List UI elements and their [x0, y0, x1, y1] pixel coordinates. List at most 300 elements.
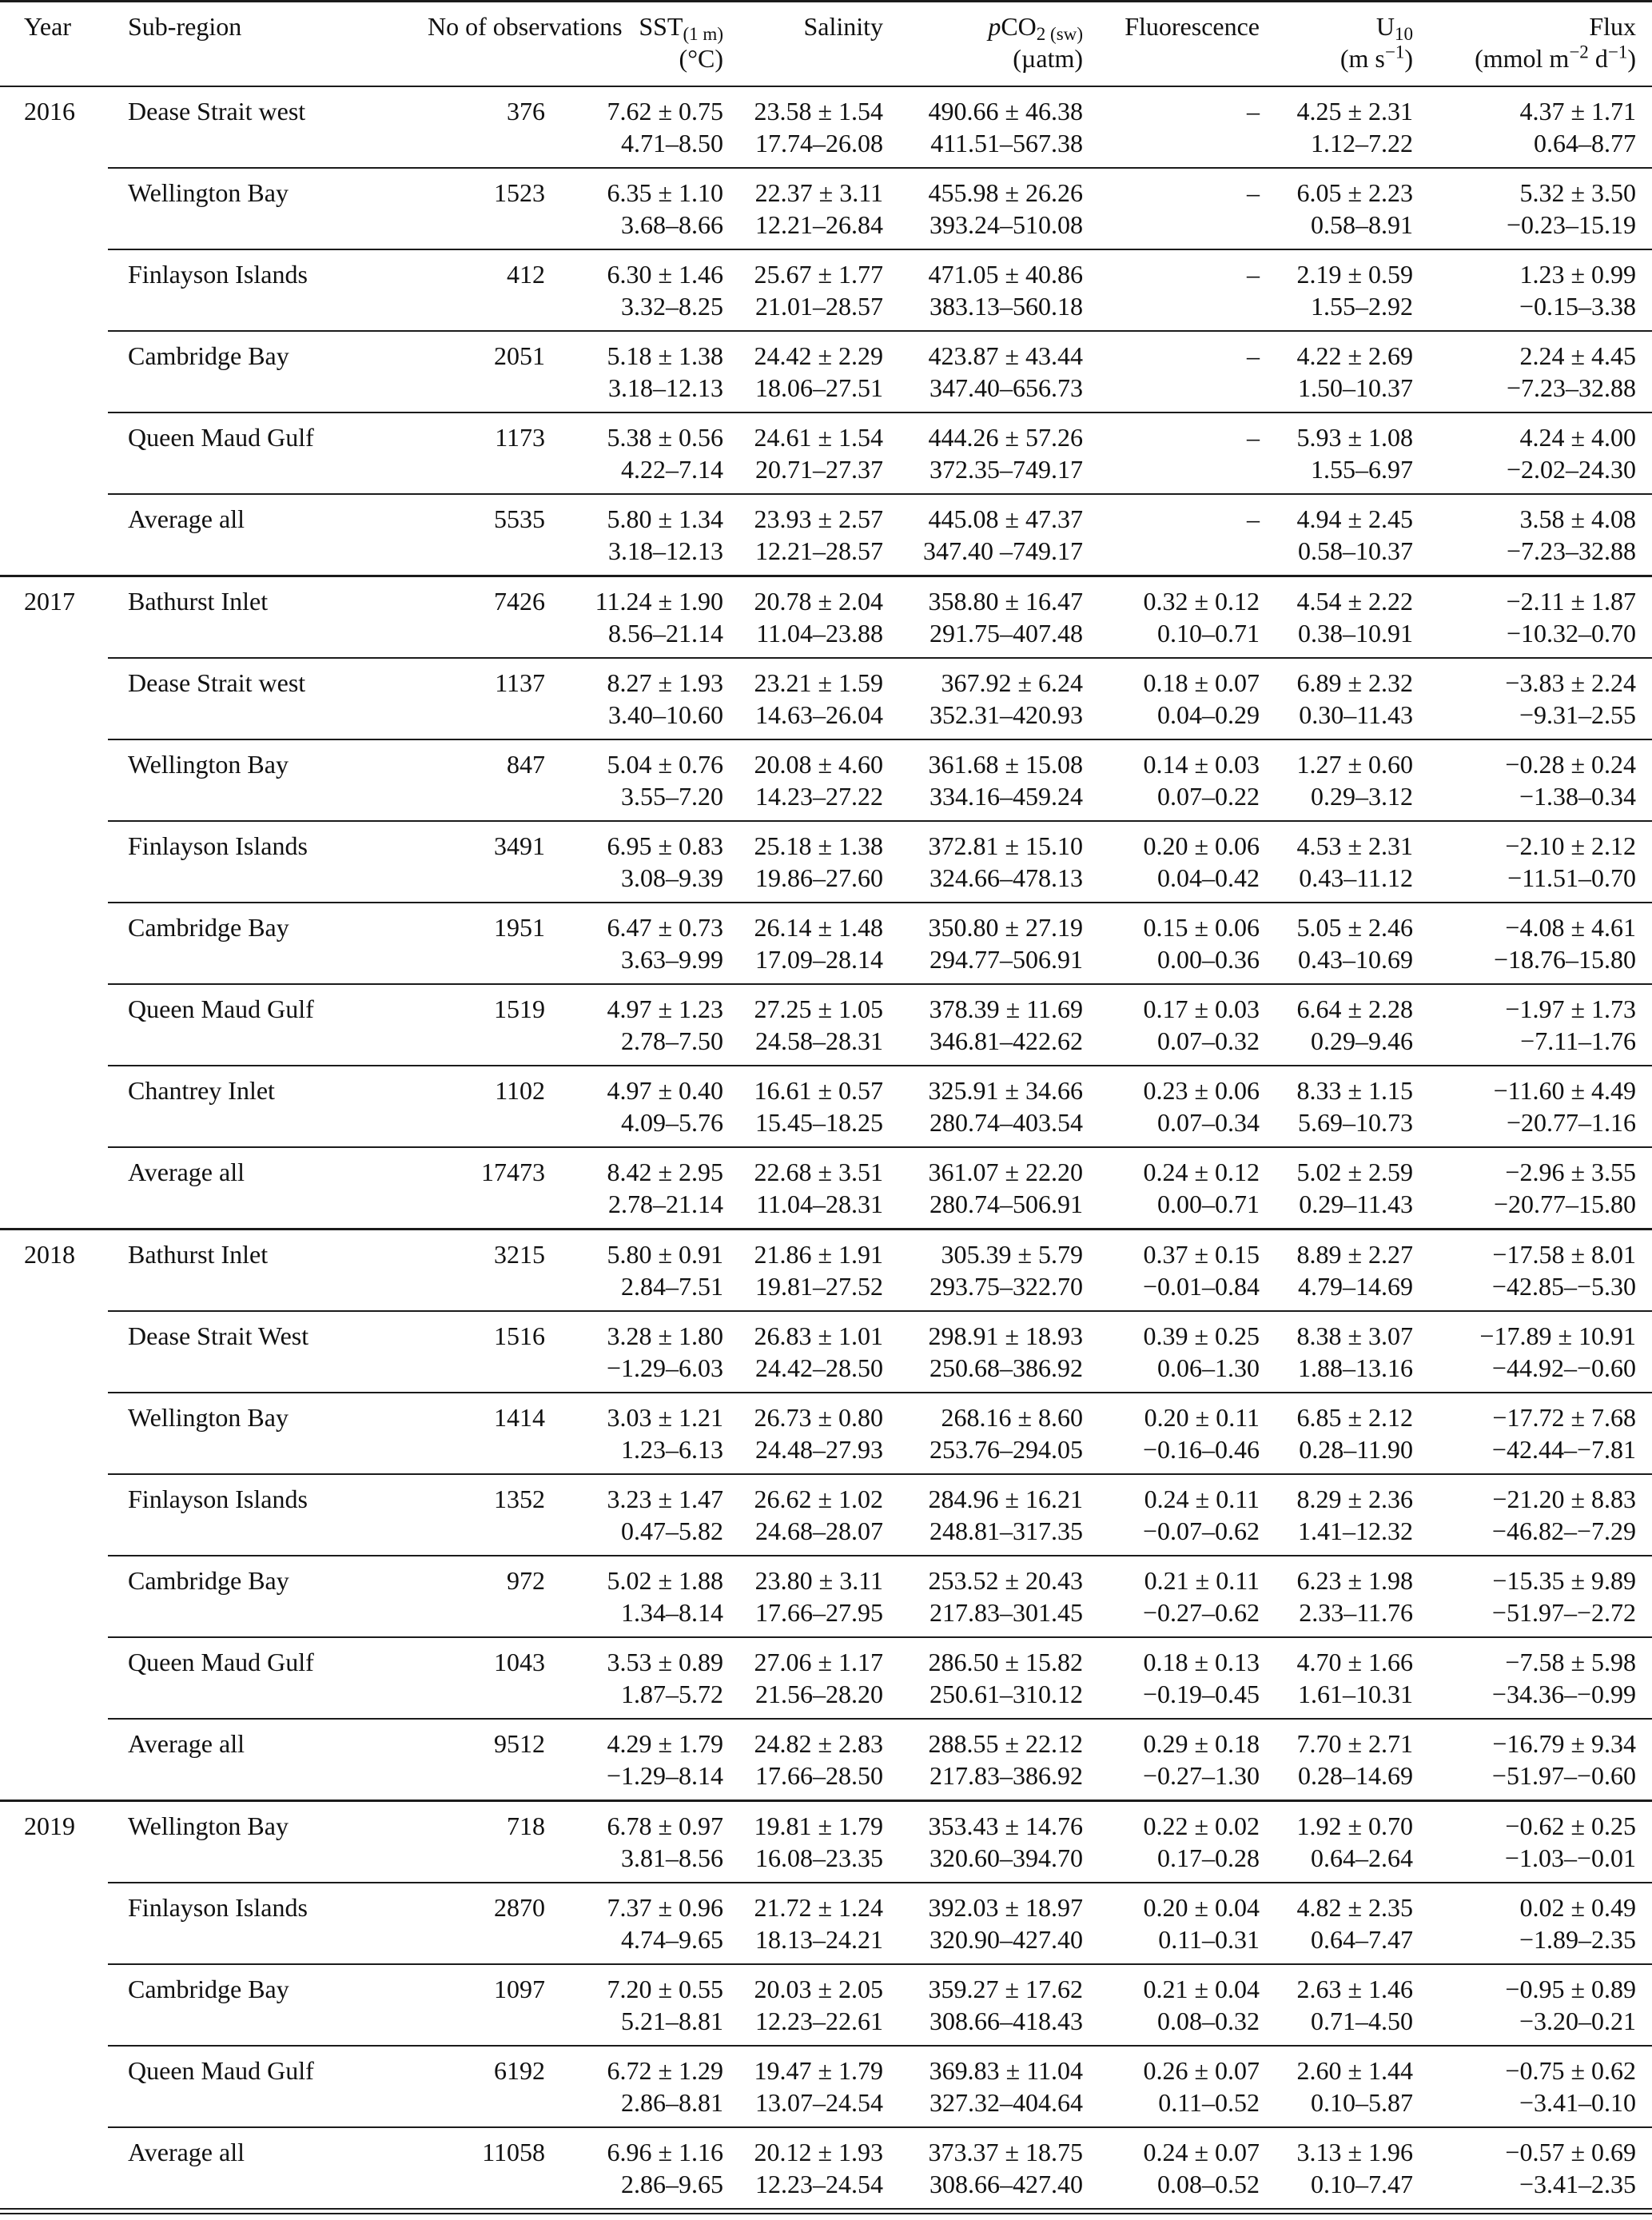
sst-cell-line2: 2.84–7.51: [621, 1272, 723, 1301]
fluorescence-cell-line1: 0.22 ± 0.02: [1143, 1811, 1260, 1840]
flux-cell-line1: −0.28 ± 0.24: [1505, 750, 1636, 779]
fluorescence-cell-line2: 0.17–0.28: [1157, 1843, 1260, 1872]
salinity-cell: [723, 1637, 883, 1719]
table-row: [0, 2127, 1652, 2209]
salinity-cell-line1: 16.61 ± 0.57: [754, 1076, 883, 1105]
subregion-cell-line1: Finlayson Islands: [128, 260, 308, 289]
sst-cell: [545, 2046, 723, 2127]
flux-unit-exponent-2: −1: [1607, 41, 1628, 62]
flux-cell-line2: −46.82–−7.29: [1491, 1517, 1636, 1545]
u10-cell-line2: 0.30–11.43: [1299, 700, 1413, 729]
year-cell: [0, 1719, 108, 1801]
u10-cell-line2: 1.50–10.37: [1298, 373, 1413, 402]
u10-cell-line2: 0.10–7.47: [1311, 2170, 1413, 2198]
fluorescence-cell-line1: 0.37 ± 0.15: [1143, 1240, 1260, 1269]
flux-cell-line2: −42.44–−7.81: [1491, 1435, 1636, 1464]
pco2-cell-line1: 423.87 ± 43.44: [928, 341, 1083, 370]
salinity-cell-line2: 14.23–27.22: [755, 782, 883, 811]
year-cell: [0, 249, 108, 331]
observations-cell-line1: 1352: [494, 1485, 545, 1513]
u10-cell: [1260, 1556, 1413, 1637]
pco2-cell-line2: 250.61–310.12: [929, 1680, 1083, 1708]
sst-cell: [545, 658, 723, 739]
col-header-year: [0, 2, 108, 87]
flux-cell: [1413, 1883, 1652, 1964]
salinity-cell-line2: 24.48–27.93: [755, 1435, 883, 1464]
flux-cell-line1: −1.97 ± 1.73: [1505, 994, 1636, 1023]
col-header-fluorescence: [1083, 2, 1260, 87]
observations-cell-line1: 2051: [494, 341, 545, 370]
u10-cell-line1: 2.63 ± 1.46: [1296, 1975, 1413, 2003]
sst-cell-line1: 3.23 ± 1.47: [607, 1485, 723, 1513]
salinity-cell: [723, 1883, 883, 1964]
u10-cell-line2: 0.71–4.50: [1311, 2007, 1413, 2035]
salinity-cell-line2: 24.58–28.31: [755, 1026, 883, 1055]
observations-cell: [428, 658, 545, 739]
salinity-cell-line1: 24.42 ± 2.29: [754, 341, 883, 370]
fluorescence-cell: [1083, 331, 1260, 413]
fluorescence-cell-line1: 0.15 ± 0.06: [1143, 913, 1260, 942]
subregion-cell-line1: Finlayson Islands: [128, 831, 308, 860]
observations-cell: [428, 984, 545, 1066]
pco2-cell-line2: 308.66–418.43: [929, 2007, 1083, 2035]
sst-cell-line2: 1.23–6.13: [621, 1435, 723, 1464]
salinity-cell-line1: 23.80 ± 3.11: [754, 1566, 883, 1595]
year-cell: [0, 658, 108, 739]
subregion-header-label: Sub-region: [128, 12, 242, 41]
fluorescence-cell-line1: 0.39 ± 0.25: [1143, 1321, 1260, 1350]
observations-cell-line1: 718: [507, 1811, 545, 1840]
fluorescence-cell-line2: −0.16–0.46: [1142, 1435, 1260, 1464]
sst-cell-line2: 3.81–8.56: [621, 1843, 723, 1872]
pco2-unit-label: (µatm): [1013, 44, 1083, 73]
flux-cell: [1413, 903, 1652, 984]
pco2-cell: [883, 86, 1083, 168]
observations-cell: [428, 1066, 545, 1147]
fluorescence-cell-line2: 0.04–0.29: [1157, 700, 1260, 729]
flux-cell-line1: −2.10 ± 2.12: [1505, 831, 1636, 860]
year-cell: [0, 576, 108, 659]
sst-cell-line2: 3.55–7.20: [621, 782, 723, 811]
sst-cell-line1: 3.53 ± 0.89: [607, 1648, 723, 1676]
observations-cell: [428, 1147, 545, 1230]
flux-cell: [1413, 1147, 1652, 1230]
observations-cell: [428, 86, 545, 168]
subregion-cell-line1: Average all: [128, 1158, 245, 1186]
salinity-cell-line2: 14.63–26.04: [755, 700, 883, 729]
year-cell-line1: 2019: [24, 1811, 75, 1840]
subregion-cell: [108, 1719, 428, 1801]
u10-cell-line2: 0.38–10.91: [1298, 619, 1413, 648]
pco2-cell: [883, 903, 1083, 984]
pco2-cell: [883, 494, 1083, 576]
fluorescence-cell: [1083, 1964, 1260, 2046]
fluorescence-cell-line2: 0.07–0.22: [1157, 782, 1260, 811]
salinity-cell-line1: 20.78 ± 2.04: [754, 587, 883, 616]
pco2-cell-line2: 293.75–322.70: [929, 1272, 1083, 1301]
table-row: [0, 1719, 1652, 1801]
subregion-cell: [108, 494, 428, 576]
salinity-cell: [723, 658, 883, 739]
flux-cell-line2: −42.85–−5.30: [1491, 1272, 1636, 1301]
subregion-cell-line1: Average all: [128, 1729, 245, 1758]
sst-cell-line2: 3.40–10.60: [608, 700, 723, 729]
u10-cell-line2: 0.29–9.46: [1311, 1026, 1413, 1055]
observations-cell: [428, 1556, 545, 1637]
salinity-cell: [723, 1393, 883, 1474]
pco2-cell-line2: 280.74–506.91: [929, 1190, 1083, 1218]
subregion-cell-line1: Average all: [128, 504, 245, 533]
sst-cell: [545, 1719, 723, 1801]
year-cell: [0, 1964, 108, 2046]
pco2-cell-line1: 361.07 ± 22.20: [928, 1158, 1083, 1186]
u10-cell: [1260, 331, 1413, 413]
subregion-cell-line1: Wellington Bay: [128, 1811, 289, 1840]
sst-cell: [545, 86, 723, 168]
fluorescence-cell-line1: 0.20 ± 0.04: [1143, 1893, 1260, 1922]
salinity-cell: [723, 331, 883, 413]
pco2-cell-line2: 248.81–317.35: [929, 1517, 1083, 1545]
fluorescence-cell: [1083, 413, 1260, 494]
flux-unit-pre: (mmol m: [1475, 44, 1570, 73]
u10-cell-line1: 4.54 ± 2.22: [1296, 587, 1413, 616]
fluorescence-cell-line1: 0.24 ± 0.07: [1143, 2138, 1260, 2166]
pco2-cell-line1: 445.08 ± 47.37: [928, 504, 1083, 533]
flux-cell-line1: 2.24 ± 4.45: [1519, 341, 1636, 370]
fluorescence-cell-line2: 0.07–0.34: [1157, 1108, 1260, 1137]
u10-cell-line2: 0.64–2.64: [1311, 1843, 1413, 1872]
pco2-cell-line1: 359.27 ± 17.62: [928, 1975, 1083, 2003]
pco2-cell: [883, 331, 1083, 413]
col-header-salinity: [723, 2, 883, 87]
sst-cell-line2: −1.29–6.03: [606, 1353, 723, 1382]
u10-cell: [1260, 2127, 1413, 2209]
year-cell: [0, 984, 108, 1066]
observations-cell: [428, 1883, 545, 1964]
sst-cell-line2: 2.86–9.65: [621, 2170, 723, 2198]
sst-cell: [545, 494, 723, 576]
sst-depth-subscript: (1 m): [683, 22, 723, 44]
sst-cell: [545, 1230, 723, 1312]
fluorescence-cell: [1083, 2046, 1260, 2127]
subregion-cell-line1: Average all: [128, 2138, 245, 2166]
pco2-cell-line1: 288.55 ± 22.12: [928, 1729, 1083, 1758]
sst-cell: [545, 1883, 723, 1964]
salinity-cell-line1: 20.08 ± 4.60: [754, 750, 883, 779]
pco2-cell: [883, 1066, 1083, 1147]
flux-cell-line1: 5.32 ± 3.50: [1519, 178, 1636, 207]
u10-cell: [1260, 1230, 1413, 1312]
fluorescence-cell-line2: −0.19–0.45: [1142, 1680, 1260, 1708]
pco2-cell-line1: 353.43 ± 14.76: [928, 1811, 1083, 1840]
subregion-cell-line1: Cambridge Bay: [128, 1566, 289, 1595]
u10-cell-line2: 0.58–8.91: [1311, 210, 1413, 239]
flux-cell: [1413, 658, 1652, 739]
sst-cell: [545, 1801, 723, 1883]
fluorescence-cell-line1: –: [1247, 260, 1260, 289]
pco2-cell: [883, 1637, 1083, 1719]
fluorescence-cell-line1: 0.29 ± 0.18: [1143, 1729, 1260, 1758]
u10-cell: [1260, 2046, 1413, 2127]
year-cell: [0, 1801, 108, 1883]
pco2-cell-line1: 284.96 ± 16.21: [928, 1485, 1083, 1513]
salinity-cell-line2: 19.81–27.52: [755, 1272, 883, 1301]
salinity-cell: [723, 1311, 883, 1393]
flux-header-label: Flux: [1589, 12, 1636, 41]
subregion-cell: [108, 2046, 428, 2127]
observations-cell-line1: 9512: [494, 1729, 545, 1758]
col-header-subregion: [108, 2, 428, 87]
fluorescence-cell: [1083, 1474, 1260, 1556]
salinity-cell-line1: 23.21 ± 1.59: [754, 668, 883, 697]
subregion-cell-line1: Chantrey Inlet: [128, 1076, 275, 1105]
salinity-cell: [723, 903, 883, 984]
salinity-cell-line1: 25.67 ± 1.77: [754, 260, 883, 289]
u10-cell-line1: 1.27 ± 0.60: [1296, 750, 1413, 779]
fluorescence-cell-line1: 0.20 ± 0.11: [1144, 1403, 1260, 1432]
year-cell: [0, 413, 108, 494]
observations-cell-line1: 1137: [495, 668, 545, 697]
table-row: [0, 1637, 1652, 1719]
fluorescence-cell: [1083, 1230, 1260, 1312]
sst-cell-line2: 3.08–9.39: [621, 863, 723, 892]
salinity-cell: [723, 249, 883, 331]
subregion-cell: [108, 576, 428, 659]
pco2-header-label: [883, 10, 1083, 42]
sst-cell-line1: 4.97 ± 1.23: [607, 994, 723, 1023]
u10-cell-line2: 0.29–11.43: [1299, 1190, 1413, 1218]
col-header-observations: [428, 2, 623, 87]
pco2-cell: [883, 576, 1083, 659]
salinity-cell-line2: 24.42–28.50: [755, 1353, 883, 1382]
u10-cell-line1: 6.85 ± 2.12: [1296, 1403, 1413, 1432]
table-row: [0, 1230, 1652, 1312]
sst-cell-line1: 6.95 ± 0.83: [607, 831, 723, 860]
sst-cell-line1: 5.18 ± 1.38: [607, 341, 723, 370]
flux-cell: [1413, 413, 1652, 494]
fluorescence-cell-line2: −0.01–0.84: [1142, 1272, 1260, 1301]
u10-cell-line2: 2.33–11.76: [1299, 1598, 1413, 1627]
salinity-cell-line2: 17.09–28.14: [755, 945, 883, 974]
fluorescence-cell-line2: 0.10–0.71: [1157, 619, 1260, 648]
observations-cell: [428, 1719, 545, 1801]
pco2-cell-line2: 346.81–422.62: [929, 1026, 1083, 1055]
u10-cell: [1260, 1801, 1413, 1883]
u10-cell-line1: 8.89 ± 2.27: [1296, 1240, 1413, 1269]
observations-header-label: No of observations: [428, 12, 623, 41]
flux-cell-line2: −10.32–0.70: [1506, 619, 1636, 648]
flux-cell-line2: −3.41–0.10: [1519, 2088, 1636, 2117]
subregion-cell-line1: Wellington Bay: [128, 750, 289, 779]
fluorescence-cell-line2: 0.00–0.36: [1157, 945, 1260, 974]
fluorescence-cell-line1: 0.20 ± 0.06: [1143, 831, 1260, 860]
pco2-cell-line1: 471.05 ± 40.86: [928, 260, 1083, 289]
flux-cell-line2: −1.38–0.34: [1519, 782, 1636, 811]
pco2-cell-line2: 217.83–301.45: [929, 1598, 1083, 1627]
observations-cell-line1: 2870: [494, 1893, 545, 1922]
fluorescence-cell-line1: 0.18 ± 0.13: [1143, 1648, 1260, 1676]
subregion-cell-line1: Dease Strait West: [128, 1321, 309, 1350]
observations-cell: [428, 576, 545, 659]
sst-cell: [545, 413, 723, 494]
salinity-cell: [723, 576, 883, 659]
year-cell: [0, 821, 108, 903]
salinity-cell: [723, 413, 883, 494]
u10-cell-line2: 1.61–10.31: [1298, 1680, 1413, 1708]
flux-cell-line1: −17.58 ± 8.01: [1492, 1240, 1636, 1269]
fluorescence-cell: [1083, 984, 1260, 1066]
sst-cell-line2: 3.18–12.13: [608, 536, 723, 565]
pco2-subscript: 2 (sw): [1036, 22, 1083, 44]
salinity-cell-line1: 21.86 ± 1.91: [754, 1240, 883, 1269]
flux-unit-label: [1413, 42, 1636, 74]
year-cell: [0, 903, 108, 984]
year-cell: [0, 331, 108, 413]
pco2-cell-line2: 217.83–386.92: [929, 1761, 1083, 1790]
year-cell: [0, 1883, 108, 1964]
u10-unit-label: [1260, 42, 1413, 74]
table-row: [0, 2046, 1652, 2127]
u10-cell-line2: 0.64–7.47: [1311, 1925, 1413, 1954]
fluorescence-cell: [1083, 168, 1260, 249]
flux-cell: [1413, 168, 1652, 249]
fluorescence-cell-line1: 0.21 ± 0.11: [1144, 1566, 1260, 1595]
subregion-cell: [108, 1311, 428, 1393]
u10-cell-line2: 1.55–2.92: [1311, 292, 1413, 321]
pco2-co: CO: [1001, 12, 1037, 41]
u10-cell-line1: 4.94 ± 2.45: [1296, 504, 1413, 533]
salinity-cell-line2: 12.23–22.61: [755, 2007, 883, 2035]
table-row: [0, 821, 1652, 903]
observations-cell: [428, 821, 545, 903]
pco2-cell-line2: 280.74–403.54: [929, 1108, 1083, 1137]
u10-cell-line2: 0.29–3.12: [1311, 782, 1413, 811]
flux-cell: [1413, 1801, 1652, 1883]
sst-cell: [545, 1556, 723, 1637]
pco2-p: p: [988, 12, 1001, 41]
flux-cell: [1413, 494, 1652, 576]
u10-cell: [1260, 903, 1413, 984]
subregion-cell-line1: Cambridge Bay: [128, 341, 289, 370]
flux-cell-line1: 1.23 ± 0.99: [1519, 260, 1636, 289]
u10-cell: [1260, 1964, 1413, 2046]
col-header-flux: [1413, 2, 1652, 87]
observations-cell-line1: 1097: [494, 1975, 545, 2003]
flux-cell: [1413, 2127, 1652, 2209]
pco2-cell: [883, 1393, 1083, 1474]
salinity-cell-line2: 12.21–28.57: [755, 536, 883, 565]
subregion-cell: [108, 1147, 428, 1230]
fluorescence-cell-line1: 0.32 ± 0.12: [1143, 587, 1260, 616]
u10-cell: [1260, 86, 1413, 168]
table-row: [0, 658, 1652, 739]
sst-cell-line1: 5.04 ± 0.76: [607, 750, 723, 779]
flux-cell: [1413, 1719, 1652, 1801]
table-row: [0, 1066, 1652, 1147]
observations-cell-line1: 1173: [495, 423, 545, 452]
sst-cell-line1: 3.28 ± 1.80: [607, 1321, 723, 1350]
pco2-cell-line1: 378.39 ± 11.69: [929, 994, 1083, 1023]
sst-cell: [545, 1637, 723, 1719]
subregion-cell: [108, 739, 428, 821]
pco2-cell-line1: 455.98 ± 26.26: [928, 178, 1083, 207]
salinity-cell-line1: 22.37 ± 3.11: [754, 178, 883, 207]
salinity-cell: [723, 2046, 883, 2127]
flux-cell-line1: 4.24 ± 4.00: [1519, 423, 1636, 452]
observations-cell: [428, 1311, 545, 1393]
salinity-cell-line1: 24.61 ± 1.54: [754, 423, 883, 452]
sst-cell: [545, 821, 723, 903]
u10-cell-line1: 4.22 ± 2.69: [1296, 341, 1413, 370]
year-cell: [0, 739, 108, 821]
salinity-cell-line2: 11.04–23.88: [756, 619, 883, 648]
table-row: [0, 1801, 1652, 1883]
fluorescence-cell-line1: 0.17 ± 0.03: [1143, 994, 1260, 1023]
u10-cell-line1: 6.89 ± 2.32: [1296, 668, 1413, 697]
sst-cell-line2: 5.21–8.81: [621, 2007, 723, 2035]
table-row: [0, 1964, 1652, 2046]
flux-cell: [1413, 1230, 1652, 1312]
salinity-cell: [723, 1230, 883, 1312]
u10-cell-line1: 1.92 ± 0.70: [1296, 1811, 1413, 1840]
salinity-cell: [723, 1474, 883, 1556]
pco2-cell-line2: 347.40–656.73: [929, 373, 1083, 402]
sst-cell: [545, 984, 723, 1066]
year-cell: [0, 1147, 108, 1230]
u10-cell: [1260, 494, 1413, 576]
flux-cell-line1: −2.11 ± 1.87: [1506, 587, 1636, 616]
subregion-cell: [108, 1964, 428, 2046]
salinity-cell: [723, 86, 883, 168]
u10-cell-line1: 4.82 ± 2.35: [1296, 1893, 1413, 1922]
observations-cell-line1: 1043: [494, 1648, 545, 1676]
subregion-cell: [108, 984, 428, 1066]
pco2-cell-line1: 268.16 ± 8.60: [941, 1403, 1083, 1432]
salinity-cell: [723, 739, 883, 821]
u10-cell-line1: 5.02 ± 2.59: [1296, 1158, 1413, 1186]
salinity-cell-line1: 20.03 ± 2.05: [754, 1975, 883, 2003]
fluorescence-cell-line2: −0.27–1.30: [1142, 1761, 1260, 1790]
fluorescence-cell: [1083, 1883, 1260, 1964]
u10-cell: [1260, 249, 1413, 331]
salinity-cell: [723, 1964, 883, 2046]
fluorescence-cell: [1083, 249, 1260, 331]
u10-cell: [1260, 984, 1413, 1066]
fluorescence-cell: [1083, 2127, 1260, 2209]
flux-cell-line2: −1.03–−0.01: [1504, 1843, 1636, 1872]
fluorescence-cell: [1083, 821, 1260, 903]
observations-cell-line1: 972: [507, 1566, 545, 1595]
fluorescence-cell-line1: –: [1247, 97, 1260, 126]
observations-cell: [428, 1474, 545, 1556]
fluorescence-cell-line1: 0.26 ± 0.07: [1143, 2056, 1260, 2085]
salinity-cell-line1: 21.72 ± 1.24: [754, 1893, 883, 1922]
pco2-cell: [883, 1719, 1083, 1801]
fluorescence-cell: [1083, 1311, 1260, 1393]
u10-cell-line1: 4.70 ± 1.66: [1296, 1648, 1413, 1676]
fluorescence-cell-line1: 0.23 ± 0.06: [1143, 1076, 1260, 1105]
salinity-cell-line2: 18.13–24.21: [755, 1925, 883, 1954]
u10-cell-line2: 1.88–13.16: [1298, 1353, 1413, 1382]
u10-cell-line2: 1.55–6.97: [1311, 455, 1413, 484]
u10-cell-line2: 4.79–14.69: [1298, 1272, 1413, 1301]
flux-cell: [1413, 576, 1652, 659]
u10-cell-line1: 6.23 ± 1.98: [1296, 1566, 1413, 1595]
fluorescence-cell-line2: 0.04–0.42: [1157, 863, 1260, 892]
salinity-cell-line1: 26.14 ± 1.48: [754, 913, 883, 942]
pco2-cell-line1: 444.26 ± 57.26: [928, 423, 1083, 452]
flux-cell-line1: −16.79 ± 9.34: [1492, 1729, 1636, 1758]
